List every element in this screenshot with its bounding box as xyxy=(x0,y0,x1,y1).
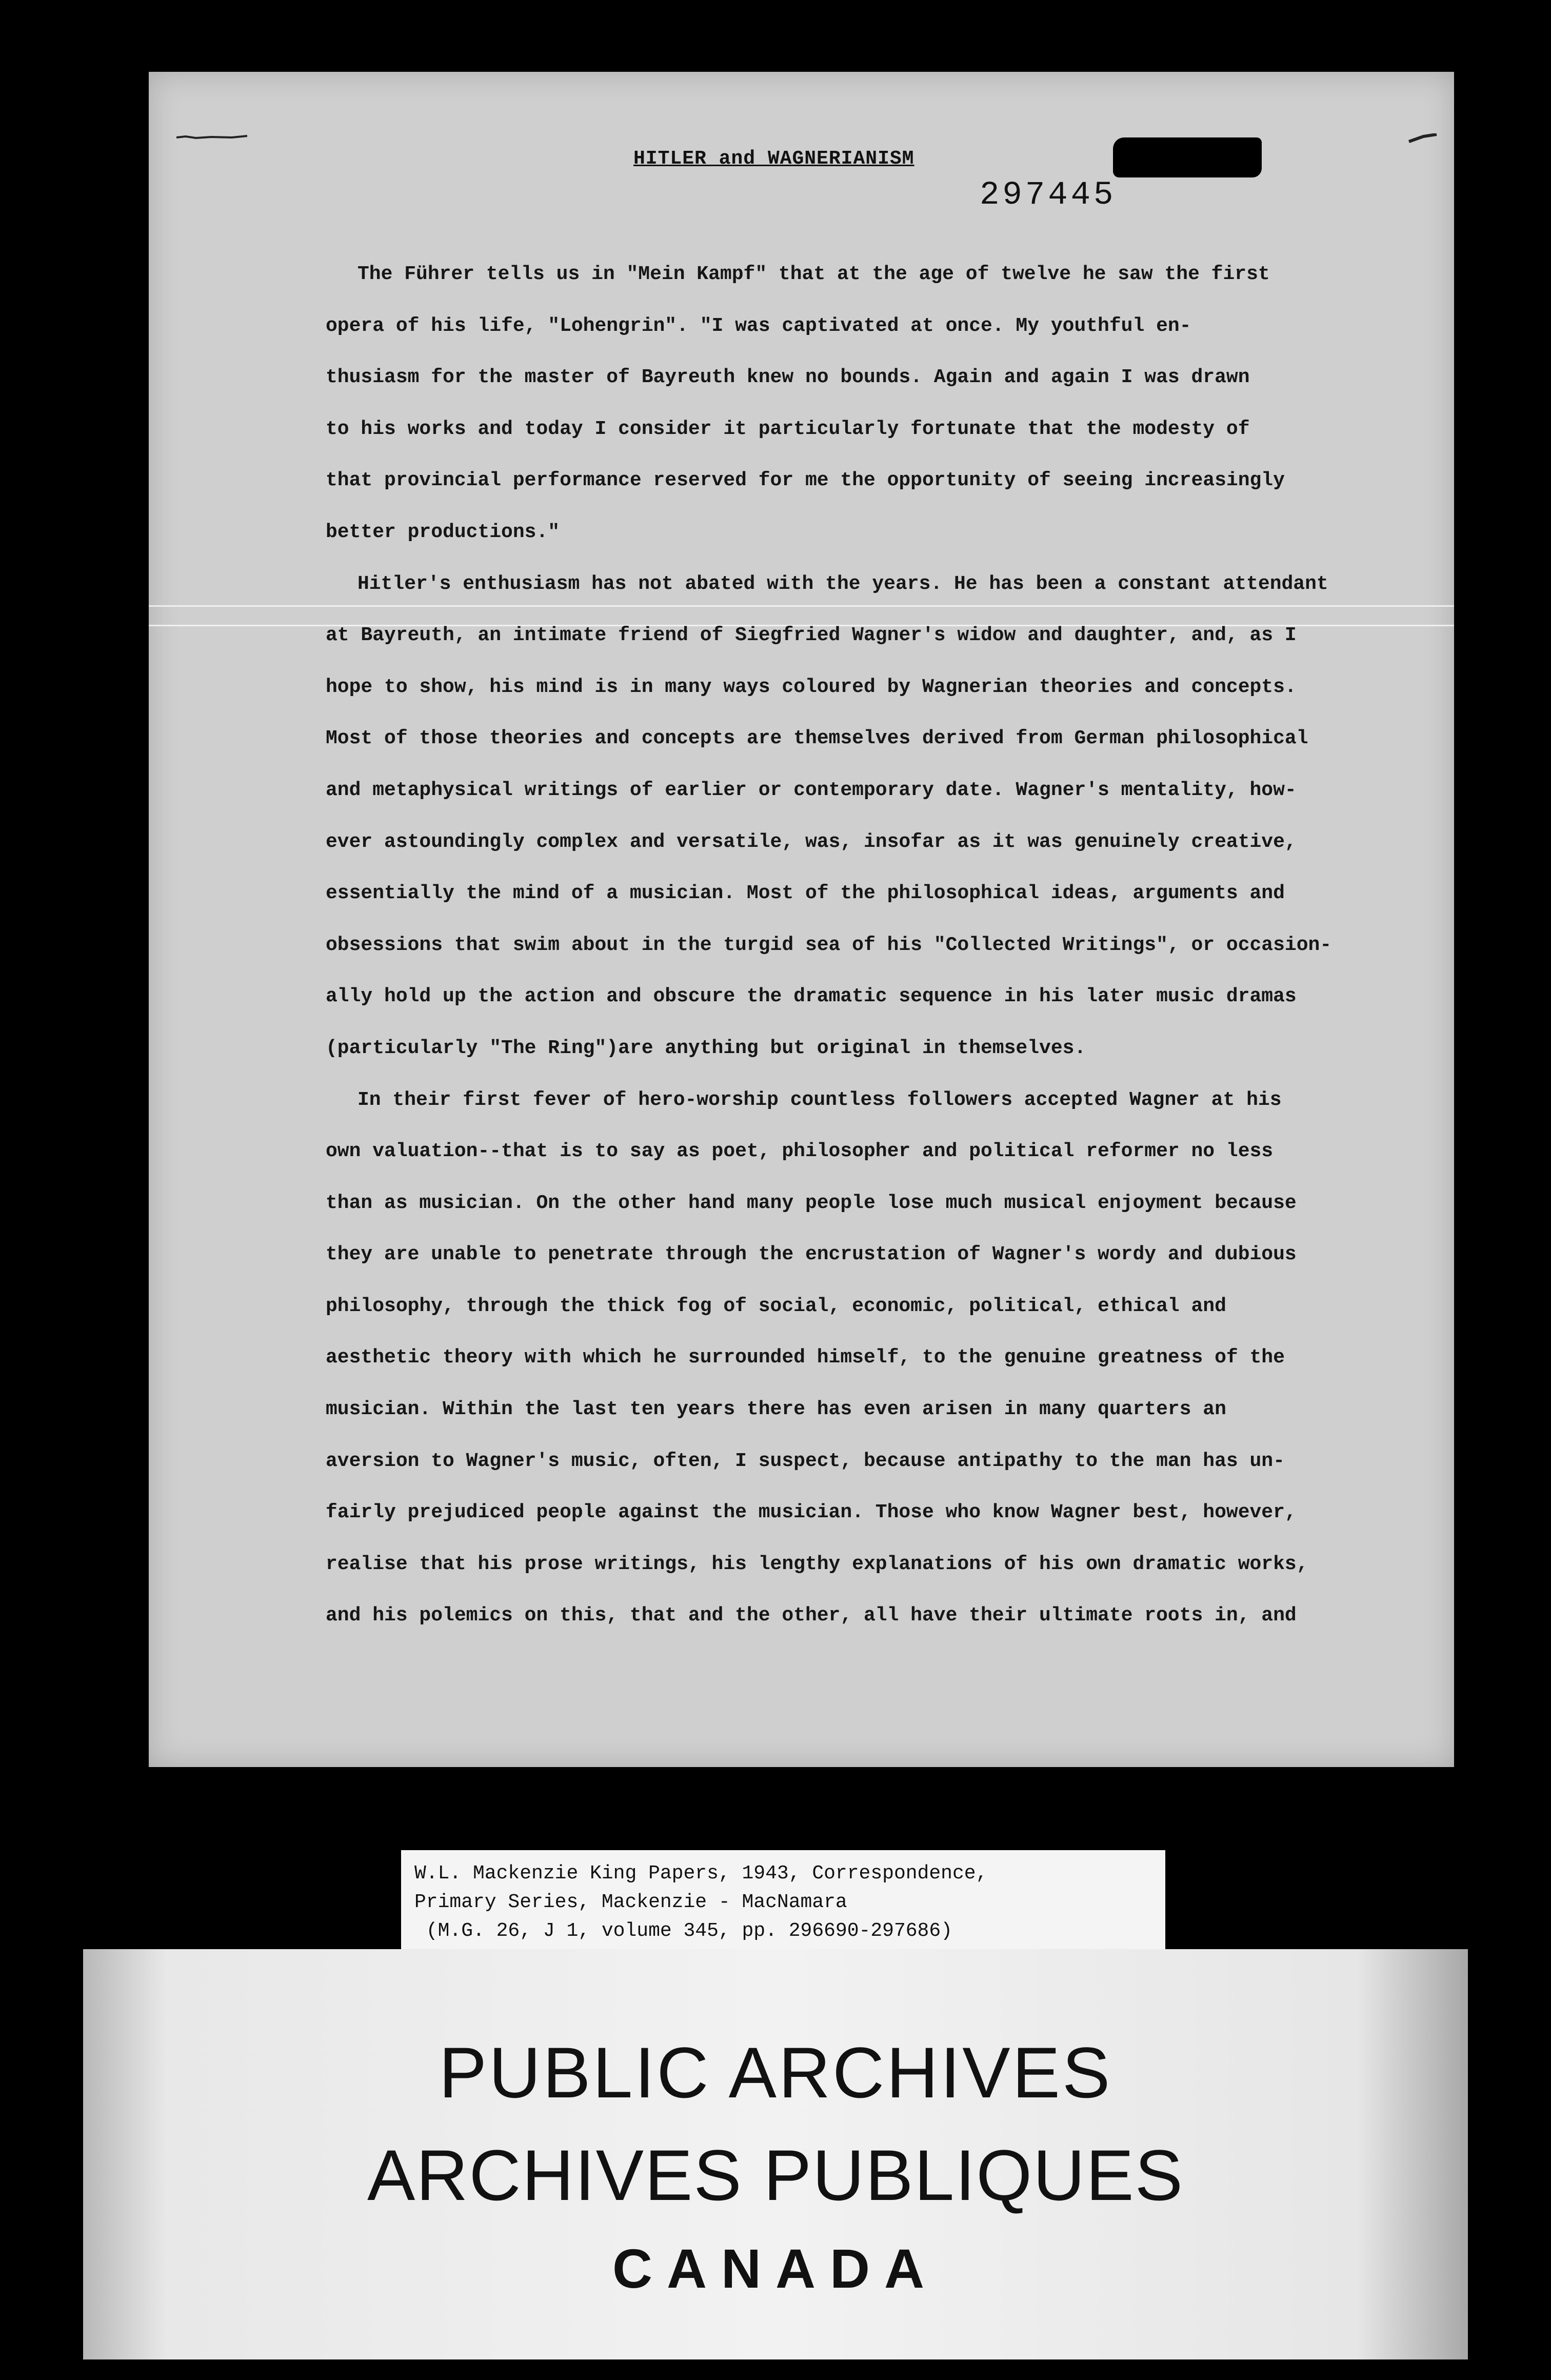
archives-title-fr: ARCHIVES PUBLIQUES xyxy=(367,2135,1184,2215)
text-line: In their first fever of hero-worship countless followers accepted Wagner at his xyxy=(357,1088,1282,1111)
citation-line: (M.G. 26, J 1, volume 345, pp. 296690-297686) xyxy=(414,1920,952,1942)
document-body xyxy=(326,249,1454,1642)
text-line: realise that his prose writings, his lengthy explanations of his own dramatic works, xyxy=(326,1553,1308,1575)
text-line: that provincial performance reserved for me the opportunity of seeing increasingly xyxy=(326,469,1285,492)
document-title: HITLER and WAGNERIANISM xyxy=(633,148,914,170)
text-line: at Bayreuth, an intimate friend of Siegfried Wagner's widow and daughter, and, as I xyxy=(326,624,1297,647)
citation-label xyxy=(401,1850,1165,1958)
text-line: philosophy, through the thick fog of social, economic, political, ethical and xyxy=(326,1295,1226,1317)
text-line: to his works and today I consider it particularly fortunate that the modesty of xyxy=(326,418,1250,440)
text-line: Most of those theories and concepts are themselves derived from German philosophical xyxy=(326,727,1308,750)
text-line: better productions." xyxy=(326,521,560,543)
text-line: obsessions that swim about in the turgid sea of his "Collected Writings", or occasion- xyxy=(326,934,1332,956)
text-line: opera of his life, "Lohengrin". "I was captivated at once. My youthful en- xyxy=(326,314,1191,337)
archives-country: CANADA xyxy=(612,2237,939,2299)
pencil-mark xyxy=(1408,133,1439,144)
text-line: than as musician. On the other hand many people lose much musical enjoyment because xyxy=(326,1192,1297,1214)
text-line: and metaphysical writings of earlier or contemporary date. Wagner's mentality, how- xyxy=(326,779,1297,801)
redaction-block xyxy=(1113,137,1262,177)
text-line: and his polemics on this, that and the other, all have their ultimate roots in, and xyxy=(326,1604,1297,1627)
text-line: musician. Within the last ten years there has even arisen in many quarters an xyxy=(326,1398,1226,1421)
text-line: own valuation--that is to say as poet, philosopher and political reformer no less xyxy=(326,1140,1274,1163)
text-line: ally hold up the action and obscure the dramatic sequence in his later music dramas xyxy=(326,985,1297,1008)
text-line: they are unable to penetrate through the encrustation of Wagner's wordy and dubious xyxy=(326,1243,1297,1266)
text-line: Hitler's enthusiasm has not abated with the years. He has been a constant attendant xyxy=(357,572,1328,595)
text-line: ever astoundingly complex and versatile, was, insofar as it was genuinely creative, xyxy=(326,830,1297,853)
text-line: The Führer tells us in "Mein Kampf" that at the age of twelve he saw the first xyxy=(357,263,1270,285)
text-line: hope to show, his mind is in many ways coloured by Wagnerian theories and concepts. xyxy=(326,676,1297,698)
text-line: fairly prejudiced people against the musician. Those who know Wagner best, however, xyxy=(326,1501,1297,1524)
text-line: thusiasm for the master of Bayreuth knew no bounds. Again and again I was drawn xyxy=(326,366,1250,389)
pencil-mark xyxy=(175,133,252,141)
citation-line: Primary Series, Mackenzie - MacNamara xyxy=(414,1891,847,1913)
archives-title-en: PUBLIC ARCHIVES xyxy=(439,2032,1112,2113)
text-line: aesthetic theory with which he surrounded himself, to the genuine greatness of the xyxy=(326,1346,1285,1369)
archives-placard xyxy=(83,1949,1468,2359)
citation-line: W.L. Mackenzie King Papers, 1943, Correspondence, xyxy=(414,1862,988,1885)
text-line: aversion to Wagner's music, often, I suspect, because antipathy to the man has un- xyxy=(326,1450,1285,1472)
archive-stamp-number: 297445 xyxy=(980,177,1117,214)
text-line: essentially the mind of a musician. Most of the philosophical ideas, arguments and xyxy=(326,882,1285,905)
text-line: (particularly "The Ring")are anything but original in themselves. xyxy=(326,1037,1086,1059)
document-page xyxy=(149,72,1454,1767)
